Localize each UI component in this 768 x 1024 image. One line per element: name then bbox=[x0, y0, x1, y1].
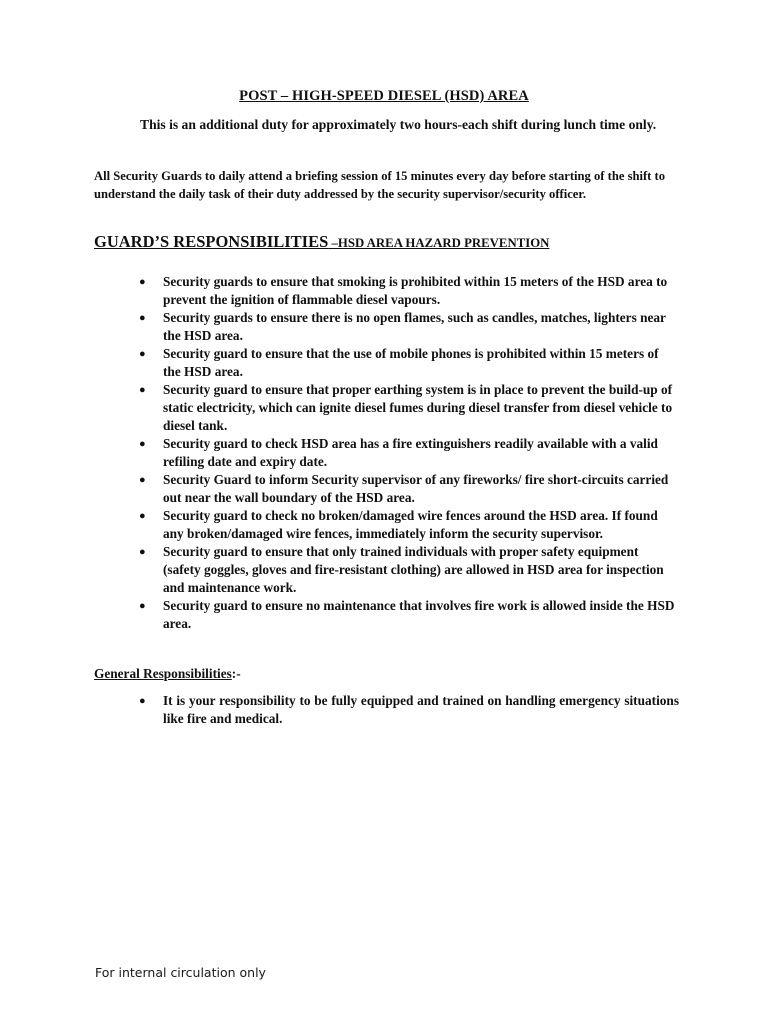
responsibilities-heading-sub: –HSD AREA HAZARD PREVENTION bbox=[328, 236, 550, 250]
list-item bbox=[134, 381, 679, 435]
list-item-text: Security Guard to inform Security supervisor of any fireworks/ fire short-circuits carried out near the wall boundary of the HSD area. bbox=[163, 472, 669, 505]
responsibilities-heading-main: GUARD’S RESPONSIBILITIES bbox=[94, 232, 329, 251]
list-item bbox=[134, 435, 679, 471]
bullet-icon: ● bbox=[139, 695, 146, 707]
general-responsibilities-heading bbox=[94, 666, 241, 682]
bullet-icon: ● bbox=[139, 348, 146, 360]
responsibilities-heading bbox=[94, 232, 694, 252]
page-title: POST – HIGH-SPEED DIESEL (HSD) AREA bbox=[239, 88, 529, 104]
bullet-icon: ● bbox=[139, 546, 146, 558]
list-item bbox=[134, 692, 679, 728]
list-item-text: Security guard to check HSD area has a fire extinguishers readily available with a valid refiling date and expiry date. bbox=[163, 436, 658, 469]
bullet-icon: ● bbox=[139, 510, 146, 522]
list-item-text: Security guards to ensure there is no open flames, such as candles, matches, lighters near the HSD area. bbox=[163, 310, 666, 343]
bullet-icon: ● bbox=[139, 312, 146, 324]
list-item bbox=[134, 597, 679, 633]
list-item bbox=[134, 507, 679, 543]
bullet-icon: ● bbox=[139, 474, 146, 486]
bullet-icon: ● bbox=[139, 276, 146, 288]
list-item bbox=[134, 309, 679, 345]
general-heading-text: General Responsibilities bbox=[94, 666, 232, 681]
bullet-icon: ● bbox=[139, 600, 146, 612]
list-item bbox=[134, 471, 679, 507]
bullet-icon: ● bbox=[139, 384, 146, 396]
list-item-text: It is your responsibility to be fully equipped and trained on handling emergency situations like fire and medical. bbox=[163, 693, 679, 726]
intro-paragraph: This is an additional duty for approximately two hours-each shift during lunch time only. bbox=[140, 117, 657, 132]
general-heading-suffix: :- bbox=[231, 666, 241, 681]
list-item-text: Security guards to ensure that smoking is prohibited within 15 meters of the HSD area to prevent the ignition of flammable diesel vapours. bbox=[163, 274, 668, 307]
list-item bbox=[134, 543, 679, 597]
list-item-text: Security guard to ensure that proper earthing system is in place to prevent the build-up of static electricity, which can ignite diesel fumes during diesel transfer from diesel vehicle to diesel tank. bbox=[163, 382, 673, 433]
list-item-text: Security guard to ensure that the use of mobile phones is prohibited within 15 meters of the HSD area. bbox=[163, 346, 659, 379]
footer-note: For internal circulation only bbox=[95, 965, 266, 980]
bullet-icon: ● bbox=[139, 438, 146, 450]
list-item-text: Security guard to check no broken/damaged wire fences around the HSD area. If found any broken/damaged wire fences, immediately inform the security supervisor. bbox=[163, 508, 658, 541]
briefing-paragraph: All Security Guards to daily attend a briefing session of 15 minutes every day before starting of the shift to understand the daily task of their duty addressed by the security supervisor/security officer. bbox=[94, 169, 666, 201]
general-responsibilities-list bbox=[134, 692, 679, 728]
list-item-text: Security guard to ensure that only trained individuals with proper safety equipment (safety goggles, gloves and fire-resistant clothing) are allowed in HSD area for inspection and maintenance work. bbox=[163, 544, 664, 595]
list-item bbox=[134, 273, 679, 309]
list-item-text: Security guard to ensure no maintenance that involves fire work is allowed inside the HSD area. bbox=[163, 598, 675, 631]
list-item bbox=[134, 345, 679, 381]
responsibilities-list bbox=[134, 273, 679, 633]
